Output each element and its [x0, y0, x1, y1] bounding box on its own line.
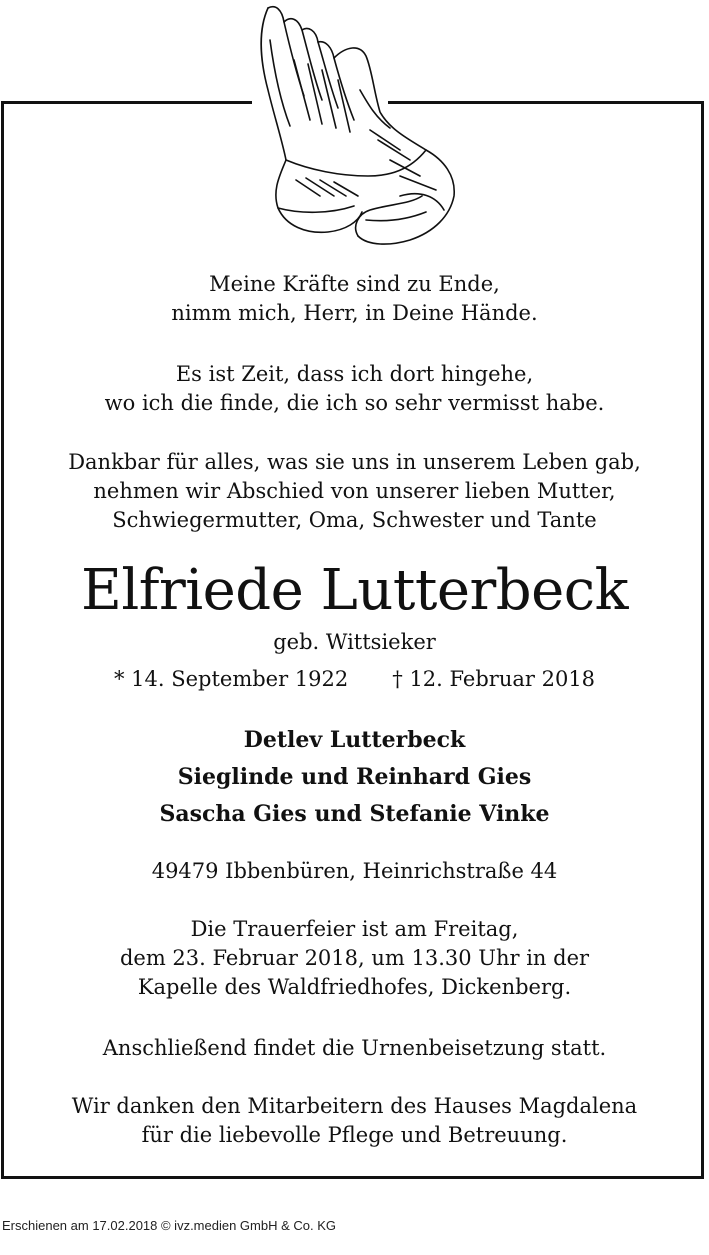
thanks-line: für die liebevolle Pflege und Betreuung. [141, 1123, 568, 1147]
address-text: 49479 Ibbenbüren, Heinrichstraße 44 [151, 859, 558, 883]
verse-line: nimm mich, Herr, in Deine Hände. [171, 301, 538, 325]
verse-line: Meine Kräfte sind zu Ende, [209, 272, 500, 296]
death-date: † 12. Februar 2018 [392, 667, 596, 691]
mourner-name: Sieglinde und Reinhard Gies [177, 764, 532, 790]
publication-footer: Erschienen am 17.02.2018 © ivz.medien GmbH & Co. KG [2, 1218, 337, 1233]
maiden-name [4, 628, 705, 657]
burial-text: Anschließend findet die Urnenbeisetzung statt. [102, 1036, 607, 1060]
funeral-line: dem 23. Februar 2018, um 13.30 Uhr in der [119, 946, 590, 970]
address [4, 857, 705, 886]
verse-line: wo ich die finde, die ich so sehr vermisst habe. [104, 391, 605, 415]
life-dates [4, 665, 705, 694]
verse-first [4, 270, 705, 328]
funeral-line: Die Trauerfeier ist am Freitag, [190, 917, 519, 941]
thanks-line: Wir danken den Mitarbeitern des Hauses Magdalena [71, 1094, 638, 1118]
mourners-list [4, 722, 705, 833]
deceased-name: Elfriede Lutterbeck [80, 558, 629, 623]
thanks-text [4, 1092, 705, 1150]
intro-line: nehmen wir Abschied von unserer lieben Mutter, [93, 479, 616, 503]
mourner-name: Detlev Lutterbeck [243, 727, 466, 753]
intro-text [4, 448, 705, 535]
birth-date: * 14. September 1922 [113, 667, 349, 691]
praying-hands-icon [250, 0, 470, 255]
intro-line: Schwiegermutter, Oma, Schwester und Tante [112, 508, 597, 532]
intro-line: Dankbar für alles, was sie uns in unserem Leben gab, [68, 450, 641, 474]
maiden-name-text: geb. Wittsieker [273, 630, 436, 654]
funeral-info [4, 915, 705, 1002]
mourner-name: Sascha Gies und Stefanie Vinke [159, 801, 550, 827]
burial-info [4, 1034, 705, 1063]
verse-second [4, 360, 705, 418]
funeral-line: Kapelle des Waldfriedhofes, Dickenberg. [137, 975, 572, 999]
verse-line: Es ist Zeit, dass ich dort hingehe, [175, 362, 534, 386]
